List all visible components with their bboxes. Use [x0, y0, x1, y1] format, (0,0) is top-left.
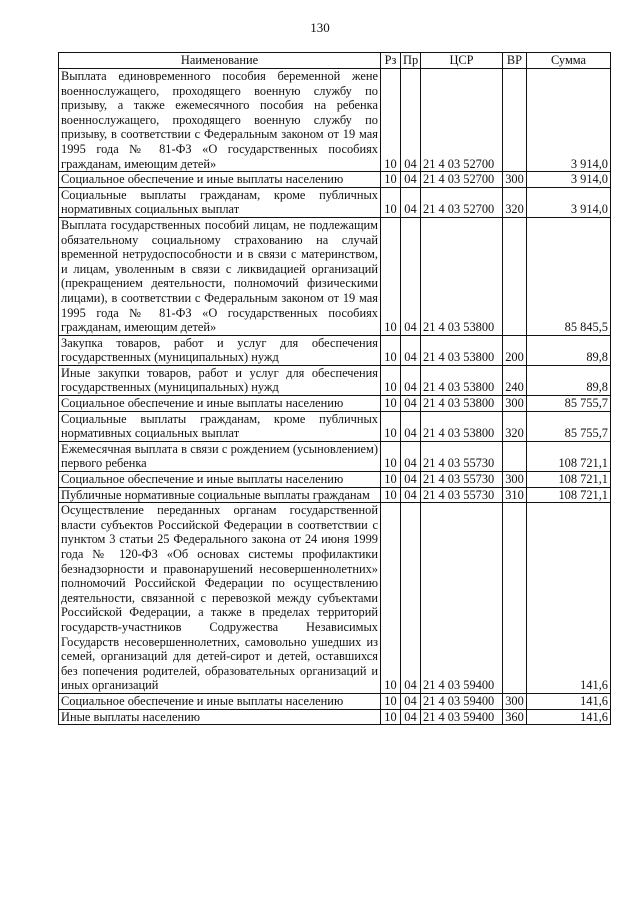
row-vr: 300: [503, 693, 527, 709]
row-vr: 360: [503, 709, 527, 725]
row-vr: [503, 217, 527, 335]
row-pr: 04: [401, 335, 421, 365]
row-name: Выплата государственных пособий лицам, не подлежащим обязательному социальному страхованию на случай временной нетрудоспособности и в связи с материнством, и лицам, уволенным в связи с ликвидацией организаций (прекращением деятельности, полномочий физическими лицами), в соответствии с Федеральным законом от 19 мая 1995 года № 81-ФЗ «О государственных пособиях гражданам, имеющим детей»: [59, 217, 381, 335]
table-row: [59, 472, 611, 488]
row-name: Социальное обеспечение и иные выплаты населению: [59, 472, 381, 488]
row-pr: 04: [401, 396, 421, 412]
table-row: [59, 503, 611, 694]
row-sum: 108 721,1: [527, 487, 611, 503]
row-vr: [503, 69, 527, 172]
budget-table: [58, 52, 611, 725]
row-rz: 10: [381, 335, 401, 365]
row-csr: 21 4 03 59400: [421, 709, 503, 725]
row-vr: 240: [503, 365, 527, 395]
row-vr: 310: [503, 487, 527, 503]
row-rz: 10: [381, 693, 401, 709]
row-csr: 21 4 03 52700: [421, 187, 503, 217]
header-pr: Пр: [401, 53, 421, 69]
row-csr: 21 4 03 52700: [421, 69, 503, 172]
header-rz: Рз: [381, 53, 401, 69]
row-name: Закупка товаров, работ и услуг для обеспечения государственных (муниципальных) нужд: [59, 335, 381, 365]
row-csr: 21 4 03 53800: [421, 335, 503, 365]
row-sum: 3 914,0: [527, 172, 611, 188]
row-pr: 04: [401, 172, 421, 188]
row-pr: 04: [401, 217, 421, 335]
row-csr: 21 4 03 53800: [421, 396, 503, 412]
row-rz: 10: [381, 172, 401, 188]
row-rz: 10: [381, 396, 401, 412]
row-rz: 10: [381, 411, 401, 441]
row-sum: 141,6: [527, 503, 611, 694]
row-pr: 04: [401, 365, 421, 395]
table-row: [59, 396, 611, 412]
row-name: Ежемесячная выплата в связи с рождением (усыновлением) первого ребенка: [59, 441, 381, 471]
row-name: Социальные выплаты гражданам, кроме публичных нормативных социальных выплат: [59, 411, 381, 441]
table-row: [59, 441, 611, 471]
table-row: [59, 172, 611, 188]
row-pr: 04: [401, 487, 421, 503]
row-sum: 85 755,7: [527, 396, 611, 412]
row-sum: 141,6: [527, 693, 611, 709]
row-sum: 108 721,1: [527, 472, 611, 488]
row-sum: 108 721,1: [527, 441, 611, 471]
table-row: [59, 693, 611, 709]
row-pr: 04: [401, 693, 421, 709]
header-csr: ЦСР: [421, 53, 503, 69]
row-vr: 300: [503, 396, 527, 412]
header-vr: ВР: [503, 53, 527, 69]
header-sum: Сумма: [527, 53, 611, 69]
row-csr: 21 4 03 59400: [421, 693, 503, 709]
row-pr: 04: [401, 69, 421, 172]
row-name: Социальное обеспечение и иные выплаты населению: [59, 693, 381, 709]
header-name: Наименование: [59, 53, 381, 69]
row-name: Социальные выплаты гражданам, кроме публичных нормативных социальных выплат: [59, 187, 381, 217]
row-sum: 3 914,0: [527, 187, 611, 217]
table-row: [59, 709, 611, 725]
row-vr: 300: [503, 172, 527, 188]
row-rz: 10: [381, 503, 401, 694]
table-row: [59, 217, 611, 335]
row-pr: 04: [401, 187, 421, 217]
row-name: Выплата единовременного пособия беременной жене военнослужащего, проходящего военную службу по призыву, а также ежемесячного пособия на ребенка военнослужащего, проходящего военную службу по призыву, в соответствии с Федеральным законом от 19 мая 1995 года № 81-ФЗ «О государственных пособиях гражданам, имеющим детей»: [59, 69, 381, 172]
row-sum: 85 845,5: [527, 217, 611, 335]
row-vr: 300: [503, 472, 527, 488]
row-rz: 10: [381, 709, 401, 725]
row-rz: 10: [381, 487, 401, 503]
row-pr: 04: [401, 709, 421, 725]
row-rz: 10: [381, 472, 401, 488]
row-sum: 141,6: [527, 709, 611, 725]
row-csr: 21 4 03 53800: [421, 217, 503, 335]
row-vr: [503, 441, 527, 471]
row-csr: 21 4 03 55730: [421, 441, 503, 471]
row-sum: 89,8: [527, 365, 611, 395]
row-name: Социальное обеспечение и иные выплаты населению: [59, 396, 381, 412]
row-rz: 10: [381, 69, 401, 172]
row-rz: 10: [381, 217, 401, 335]
row-sum: 85 755,7: [527, 411, 611, 441]
row-csr: 21 4 03 59400: [421, 503, 503, 694]
row-name: Осуществление переданных органам государственной власти субъектов Российской Федерации в соответствии с пунктом 3 статьи 25 Федерального закона от 24 июня 1999 года № 120-ФЗ «Об основах системы профилактики безнадзорности и правонарушений несовершеннолетних» полномочий Российской Федерации по осуществлению деятельности, связанной с перевозкой между субъектами Российской Федерации, а также в пределах территорий государств-участников Содружества Независимых Государств несовершеннолетних, самовольно ушедших из семей, организаций для детей-сирот и детей, оставшихся без попечения родителей, образовательных организаций и иных организаций: [59, 503, 381, 694]
row-csr: 21 4 03 52700: [421, 172, 503, 188]
table-row: [59, 411, 611, 441]
row-csr: 21 4 03 53800: [421, 365, 503, 395]
row-pr: 04: [401, 411, 421, 441]
row-vr: [503, 503, 527, 694]
row-rz: 10: [381, 365, 401, 395]
table-row: [59, 487, 611, 503]
row-vr: 320: [503, 411, 527, 441]
table-row: [59, 69, 611, 172]
row-pr: 04: [401, 503, 421, 694]
table-header-row: [59, 53, 611, 69]
row-name: Иные закупки товаров, работ и услуг для обеспечения государственных (муниципальных) нужд: [59, 365, 381, 395]
row-csr: 21 4 03 55730: [421, 472, 503, 488]
row-csr: 21 4 03 53800: [421, 411, 503, 441]
table-row: [59, 335, 611, 365]
row-csr: 21 4 03 55730: [421, 487, 503, 503]
row-pr: 04: [401, 441, 421, 471]
row-sum: 89,8: [527, 335, 611, 365]
row-rz: 10: [381, 187, 401, 217]
row-vr: 320: [503, 187, 527, 217]
row-name: Иные выплаты населению: [59, 709, 381, 725]
row-name: Социальное обеспечение и иные выплаты населению: [59, 172, 381, 188]
table-row: [59, 365, 611, 395]
row-sum: 3 914,0: [527, 69, 611, 172]
row-pr: 04: [401, 472, 421, 488]
row-vr: 200: [503, 335, 527, 365]
row-rz: 10: [381, 441, 401, 471]
table-row: [59, 187, 611, 217]
row-name: Публичные нормативные социальные выплаты гражданам: [59, 487, 381, 503]
page-number: 130: [310, 20, 330, 35]
